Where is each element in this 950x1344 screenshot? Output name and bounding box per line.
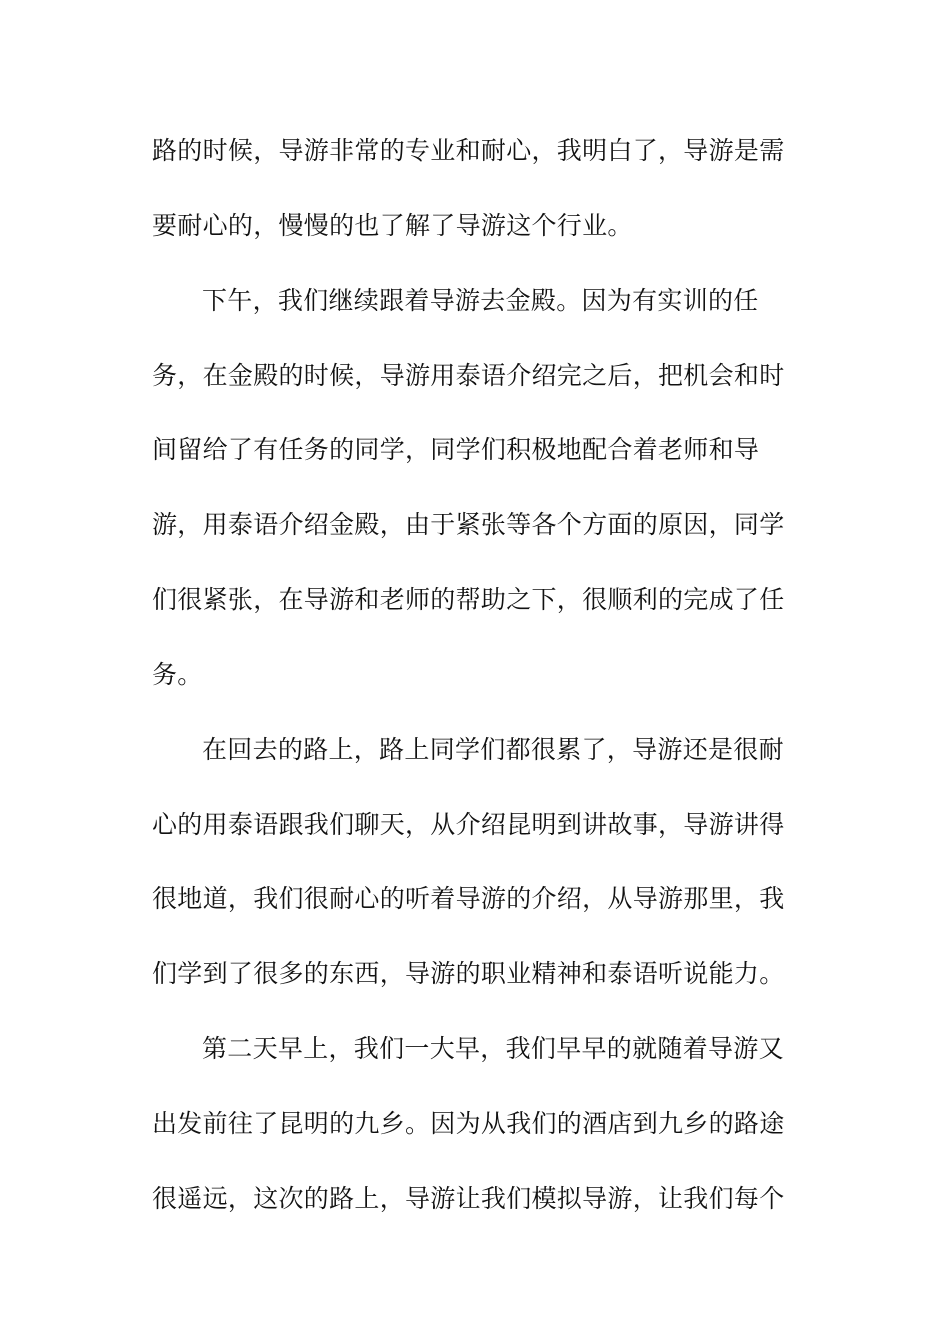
text-line: 们很紧张，在导游和老师的帮助之下，很顺利的完成了任	[152, 585, 785, 614]
text-line: 务，在金殿的时候，导游用泰语介绍完之后，把机会和时	[152, 361, 785, 390]
paragraph-start-line: 在回去的路上，路上同学们都很累了，导游还是很耐	[202, 735, 784, 764]
text-line: 很遥远，这次的路上，导游让我们模拟导游，让我们每个	[152, 1184, 785, 1213]
text-line: 间留给了有任务的同学，同学们积极地配合着老师和导	[152, 435, 760, 464]
text-line: 要耐心的，慢慢的也了解了导游这个行业。	[152, 211, 633, 240]
text-line: 务。	[152, 660, 203, 689]
text-line: 们学到了很多的东西，导游的职业精神和泰语听说能力。	[152, 959, 785, 988]
text-line: 心的用泰语跟我们聊天，从介绍昆明到讲故事，导游讲得	[152, 810, 785, 839]
text-line: 游，用泰语介绍金殿，由于紧张等各个方面的原因，同学	[152, 510, 785, 539]
paragraph-start-line: 第二天早上，我们一大早，我们早早的就随着导游又	[202, 1034, 784, 1063]
text-line: 出发前往了昆明的九乡。因为从我们的酒店到九乡的路途	[152, 1109, 785, 1138]
paragraph-start-line: 下午，我们继续跟着导游去金殿。因为有实训的任	[202, 286, 759, 315]
text-line: 路的时候，导游非常的专业和耐心，我明白了，导游是需	[152, 136, 785, 165]
text-line: 很地道，我们很耐心的听着导游的介绍，从导游那里，我	[152, 884, 785, 913]
